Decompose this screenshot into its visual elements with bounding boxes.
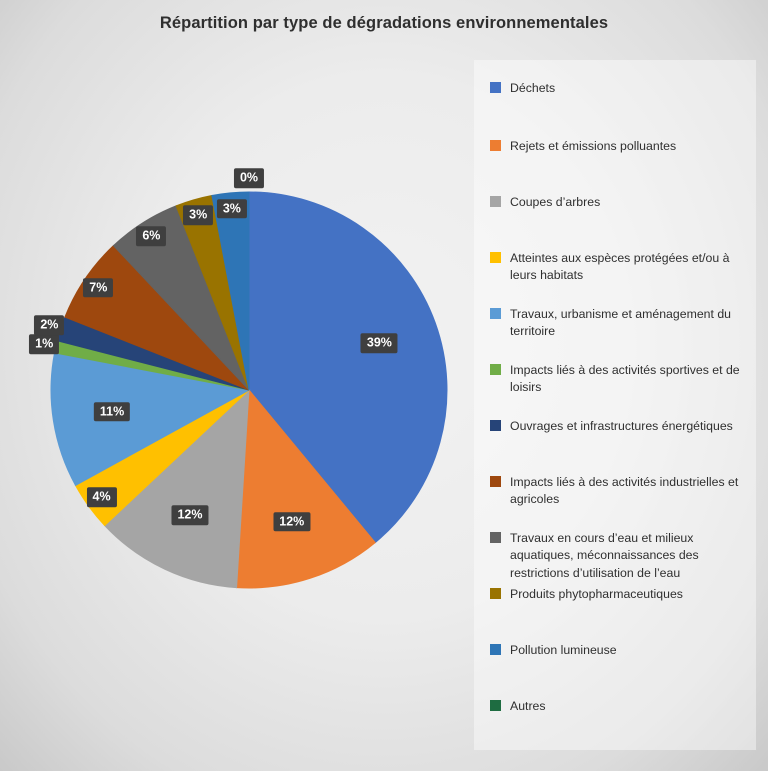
legend-swatch-icon: [490, 700, 501, 711]
pie-slice-label: 7%: [83, 278, 113, 298]
pie-slice-label: 2%: [34, 315, 64, 335]
legend-item-label: Autres: [510, 699, 546, 713]
legend-item[interactable]: [490, 586, 746, 603]
legend-swatch-icon: [490, 82, 501, 93]
pie-slice-label: 1%: [29, 334, 59, 354]
legend-item-label: Travaux en cours d’eau et milieux aquatiques, méconnaissances des restrictions d’utilisation de l’eau: [510, 531, 699, 580]
legend-item-label: Coupes d’arbres: [510, 195, 601, 209]
pie-svg: [34, 175, 464, 605]
legend-item[interactable]: [490, 138, 746, 155]
legend-swatch-icon: [490, 476, 501, 487]
pie-slice-label: 12%: [171, 506, 208, 526]
legend-swatch-icon: [490, 308, 501, 319]
legend-item-label: Rejets et émissions polluantes: [510, 139, 677, 153]
pie-chart: [34, 170, 464, 605]
legend-item-label: Atteintes aux espèces protégées et/ou à leurs habitats: [510, 251, 730, 283]
legend-item-label: Déchets: [510, 81, 556, 95]
pie-slice-label: 12%: [273, 512, 310, 532]
pie-slice-label: 11%: [94, 402, 130, 422]
legend-swatch-icon: [490, 140, 501, 151]
legend-item-label: Produits phytopharmaceutiques: [510, 587, 683, 601]
pie-slice-label: 3%: [217, 199, 247, 219]
legend-item-label: Ouvrages et infrastructures énergétiques: [510, 419, 733, 433]
legend-item-label: Impacts liés à des activités sportives et de loisirs: [510, 363, 740, 395]
legend-item-label: Pollution lumineuse: [510, 643, 617, 657]
legend-swatch-icon: [490, 252, 501, 263]
legend-item[interactable]: [490, 698, 746, 715]
legend-swatch-icon: [490, 532, 501, 543]
pie-slice-label: 4%: [87, 487, 117, 507]
legend-swatch-icon: [490, 196, 501, 207]
chart-legend: [474, 60, 756, 750]
legend-item-label: Travaux, urbanisme et aménagement du territoire: [510, 307, 732, 339]
pie-slice-label: 0%: [234, 168, 264, 188]
chart-title: Répartition par type de dégradations environnementales: [159, 14, 609, 32]
legend-item[interactable]: [490, 250, 746, 285]
legend-item[interactable]: [490, 80, 746, 97]
pie-slice-label: 3%: [183, 205, 213, 225]
legend-item[interactable]: [490, 362, 746, 397]
legend-item[interactable]: [490, 474, 746, 509]
legend-item[interactable]: [490, 642, 746, 659]
legend-item-label: Impacts liés à des activités industrielles et agricoles: [510, 475, 739, 507]
legend-swatch-icon: [490, 420, 501, 431]
pie-slice-label: 39%: [361, 333, 398, 353]
legend-item[interactable]: [490, 306, 746, 341]
pie-slice-label: 6%: [136, 226, 166, 246]
legend-swatch-icon: [490, 588, 501, 599]
legend-item[interactable]: [490, 530, 746, 582]
legend-swatch-icon: [490, 644, 501, 655]
legend-item[interactable]: [490, 194, 746, 211]
legend-item[interactable]: [490, 418, 746, 435]
legend-swatch-icon: [490, 364, 501, 375]
